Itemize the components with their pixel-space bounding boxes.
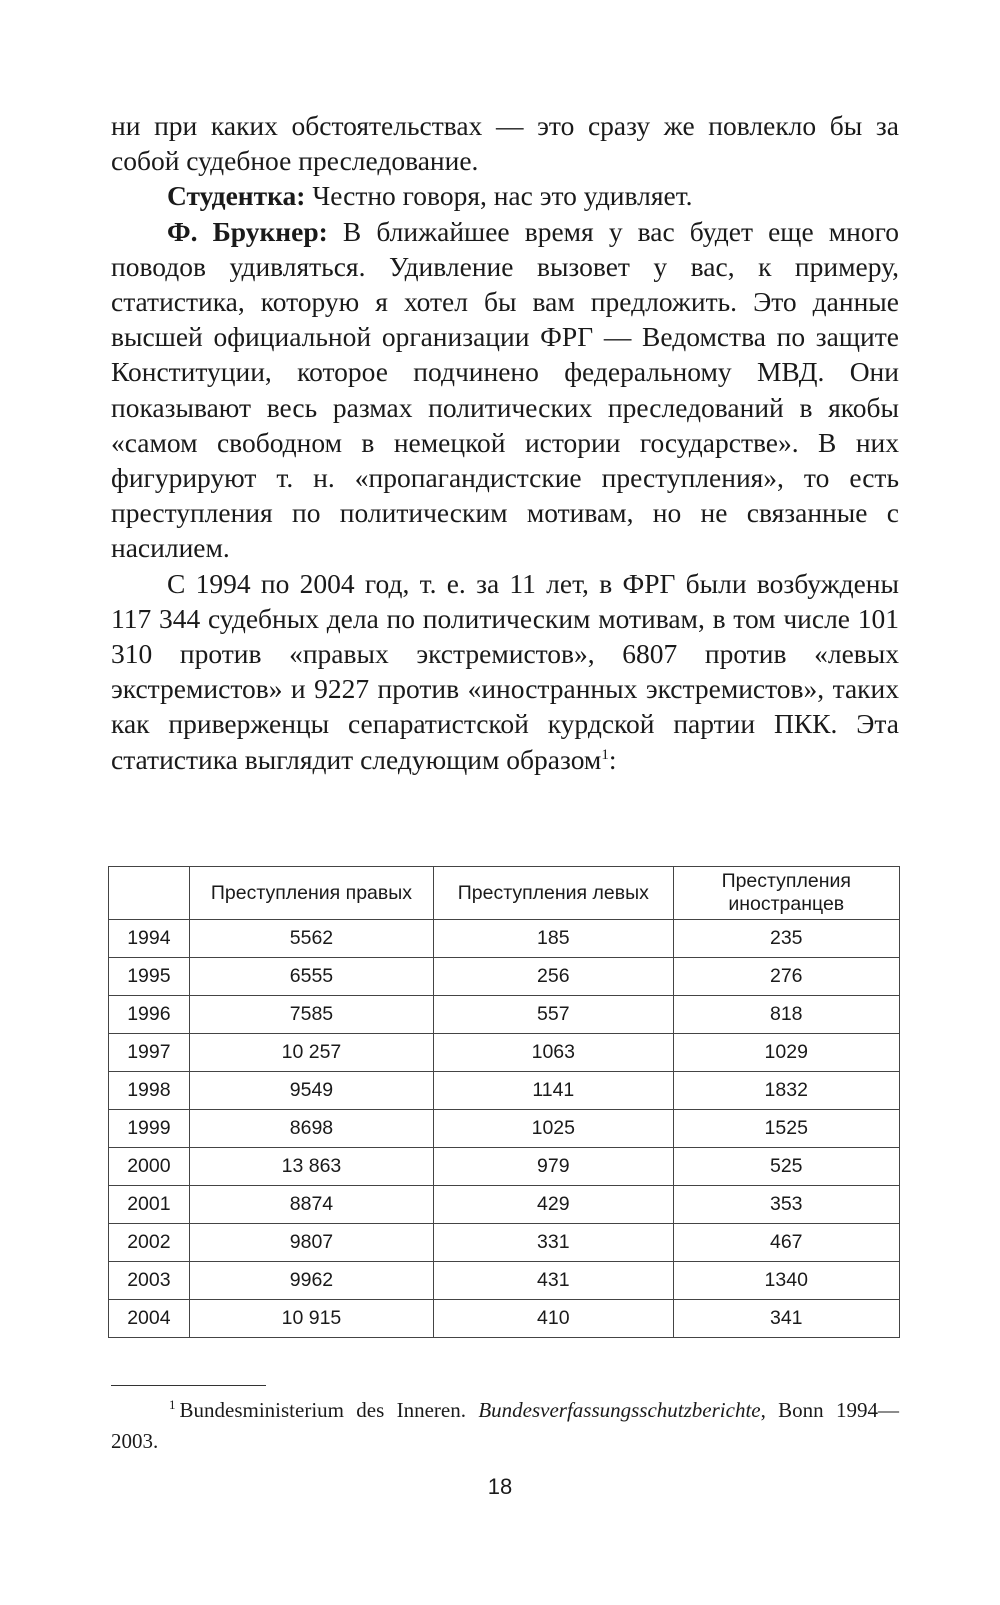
year-cell: 1994: [109, 920, 190, 958]
footnote-divider: [111, 1385, 266, 1386]
value-cell: 525: [673, 1148, 900, 1186]
table-row: [109, 1072, 900, 1110]
value-cell: 10 257: [189, 1034, 433, 1072]
value-cell: 1141: [434, 1072, 673, 1110]
year-cell: 1996: [109, 996, 190, 1034]
table-row: [109, 1262, 900, 1300]
speaker-label: Студентка:: [167, 180, 306, 212]
table-row: [109, 958, 900, 996]
value-cell: 429: [434, 1186, 673, 1224]
year-cell: 2003: [109, 1262, 190, 1300]
table-row: [109, 1110, 900, 1148]
value-cell: 979: [434, 1148, 673, 1186]
value-cell: 467: [673, 1224, 900, 1262]
value-cell: 276: [673, 958, 900, 996]
value-cell: 9807: [189, 1224, 433, 1262]
value-cell: 185: [434, 920, 673, 958]
value-cell: 5562: [189, 920, 433, 958]
table-header-row: [109, 867, 900, 920]
footnote: [111, 1395, 899, 1457]
paragraph-1: ни при каких обстоятельствах — это сразу же повлекло бы за собой судебное преследование.: [111, 110, 899, 177]
value-cell: 1029: [673, 1034, 900, 1072]
value-cell: 1025: [434, 1110, 673, 1148]
table-row: [109, 1034, 900, 1072]
value-cell: 6555: [189, 958, 433, 996]
value-cell: 10 915: [189, 1300, 433, 1338]
speaker-text: В ближайшее время у вас будет еще много поводов удивляться. Удивление вызовет у вас, к примеру, статистика, которую я хотел бы вам предложить. Это данные высшей официальной организации ФРГ — Ведомства по защите Конституции, которое подчинено федеральному МВД. Они показывают весь размах политических преследований в якобы «самом свободном в немецкой истории государстве». В них фигурируют т. н. «пропагандистские преступления», то есть преступления по политическим мотивам, но не связанные с насилием.: [111, 215, 899, 564]
year-cell: 1999: [109, 1110, 190, 1148]
value-cell: 431: [434, 1262, 673, 1300]
paragraph-4-tail: :: [608, 743, 617, 775]
footnote-text-end: , Bonn 1994—2003.: [111, 1398, 899, 1453]
value-cell: 13 863: [189, 1148, 433, 1186]
value-cell: 256: [434, 958, 673, 996]
year-cell: 1997: [109, 1034, 190, 1072]
paragraph-4-text: С 1994 по 2004 год, т. е. за 11 лет, в ФРГ были возбуждены 117 344 судебных дела по политическим мотивам, в том числе 101 310 против «правых экстремистов», 6807 против «левых экстремистов» и 9227 против «иностранных экстремистов», таких как приверженцы сепаратистской курдской партии ПКК. Эта статистика выглядит следующим образом: [111, 567, 899, 775]
footnote-title: Bundesverfassungsschutzberichte: [478, 1398, 761, 1422]
header-cell: [109, 867, 190, 920]
year-cell: 1995: [109, 958, 190, 996]
header-cell: Преступления правых: [189, 867, 433, 920]
value-cell: 9549: [189, 1072, 433, 1110]
table-body: [109, 920, 900, 1338]
year-cell: 2000: [109, 1148, 190, 1186]
year-cell: 2001: [109, 1186, 190, 1224]
value-cell: 818: [673, 996, 900, 1034]
value-cell: 1063: [434, 1034, 673, 1072]
value-cell: 1340: [673, 1262, 900, 1300]
value-cell: 353: [673, 1186, 900, 1224]
value-cell: 1832: [673, 1072, 900, 1110]
header-cell: Преступления иностранцев: [673, 867, 900, 920]
paragraph-2: [111, 178, 899, 213]
table-row: [109, 1224, 900, 1262]
footnote-text: Bundesministerium des Inneren.: [179, 1398, 479, 1422]
table-row: [109, 920, 900, 958]
table-row: [109, 1186, 900, 1224]
value-cell: 9962: [189, 1262, 433, 1300]
value-cell: 7585: [189, 996, 433, 1034]
value-cell: 557: [434, 996, 673, 1034]
speaker-label: Ф. Брукнер:: [167, 215, 328, 247]
speaker-text: Честно говоря, нас это удивляет.: [305, 180, 693, 212]
header-cell: Преступления левых: [434, 867, 673, 920]
paragraph-3: [111, 214, 899, 566]
year-cell: 2004: [109, 1300, 190, 1338]
table-row: [109, 1300, 900, 1338]
value-cell: 1525: [673, 1110, 900, 1148]
value-cell: 331: [434, 1224, 673, 1262]
paragraph-4: [111, 566, 899, 777]
table-row: [109, 996, 900, 1034]
page-number: 18: [487, 1474, 513, 1499]
body-text: [111, 108, 899, 777]
footnote-mark: 1: [169, 1397, 176, 1412]
value-cell: 8698: [189, 1110, 433, 1148]
table-row: [109, 1148, 900, 1186]
crime-statistics-table: [108, 866, 900, 1338]
value-cell: 8874: [189, 1186, 433, 1224]
year-cell: 2002: [109, 1224, 190, 1262]
footnote-reference: 1: [601, 746, 609, 763]
value-cell: 410: [434, 1300, 673, 1338]
year-cell: 1998: [109, 1072, 190, 1110]
value-cell: 341: [673, 1300, 900, 1338]
value-cell: 235: [673, 920, 900, 958]
